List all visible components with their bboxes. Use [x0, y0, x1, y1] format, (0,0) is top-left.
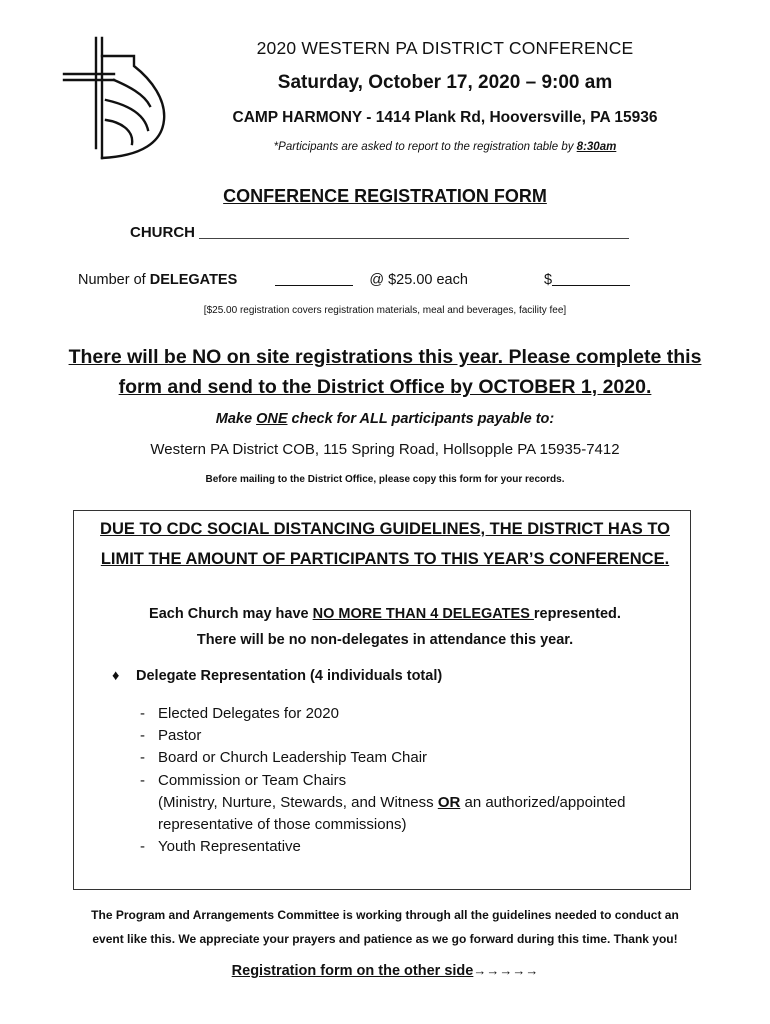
- check-suffix: check for ALL participants payable to:: [287, 411, 555, 427]
- registration-time: 8:30am: [576, 141, 617, 153]
- commission-detail-line-2: representative of those commissions): [158, 816, 407, 834]
- list-item-text: Elected Delegates for 2020: [158, 705, 339, 722]
- mailing-address: Western PA District COB, 115 Spring Road, Hollsopple PA 15935-7412: [150, 441, 620, 458]
- guidelines-heading-1: DUE TO CDC SOCIAL DISTANCING GUIDELINES, THE DISTRICT HAS TO: [100, 520, 670, 538]
- total-amount-field[interactable]: [552, 271, 630, 286]
- dash-bullet: -: [140, 749, 145, 767]
- registration-note: [130, 141, 760, 153]
- footer-line-2: event like this. We appreciate your prayers and patience as we go forward during this time. Thank you!: [92, 932, 678, 946]
- delegate-limit: [0, 606, 770, 622]
- commission-detail: [158, 792, 625, 814]
- list-item-text: Pastor: [158, 727, 202, 745]
- list-item: [140, 703, 625, 725]
- conference-date: Saturday, October 17, 2020 – 9:00 am: [277, 72, 613, 93]
- commission-detail-prefix: (Ministry, Nurture, Stewards, and Witness: [158, 793, 438, 811]
- list-item: [140, 747, 625, 769]
- list-item-text: Board or Church Leadership Team Chair: [158, 749, 428, 767]
- other-side-text: Registration form on the other side: [231, 963, 474, 979]
- guidelines-heading-2: LIMIT THE AMOUNT OF PARTICIPANTS TO THIS YEAR’S CONFERENCE.: [100, 550, 670, 568]
- list-item: [140, 770, 625, 837]
- church-field[interactable]: [199, 224, 629, 239]
- church-row: [130, 224, 629, 241]
- total-dollar-sign: $: [543, 272, 553, 288]
- no-nondelegates: There will be no non-delegates in attendance this year.: [196, 632, 574, 648]
- check-prefix: Make: [215, 411, 257, 427]
- list-item: [140, 836, 625, 858]
- dash-bullet: -: [140, 838, 145, 856]
- dash-bullet: -: [140, 705, 145, 722]
- commission-detail-or: OR: [437, 793, 461, 811]
- check-emph: ONE: [256, 411, 288, 427]
- registration-note-text: *Participants are asked to report to the registration table by: [273, 141, 577, 153]
- commission-detail-suffix: an authorized/appointed: [460, 793, 626, 811]
- list-item: [140, 725, 625, 747]
- conference-title: 2020 WESTERN PA DISTRICT CONFERENCE: [256, 38, 634, 58]
- list-item-text: Youth Representative: [158, 838, 301, 856]
- other-side-note: [0, 963, 770, 979]
- footer-line-1: The Program and Arrangements Committee is working through all the guidelines needed to conduct an: [91, 908, 679, 922]
- delegates-label-prefix: Number of: [78, 272, 150, 288]
- diamond-bullet-icon: ♦: [112, 668, 120, 684]
- delegate-limit-emph: NO MORE THAN 4 DELEGATES: [312, 606, 534, 622]
- delegates-label: [78, 272, 237, 288]
- conference-location: CAMP HARMONY - 1414 Plank Rd, Hooversville, PA 15936: [232, 109, 658, 126]
- fee-note: [$25.00 registration covers registration materials, meal and beverages, facility fee]: [203, 305, 567, 316]
- delegate-limit-suffix: represented.: [533, 606, 621, 622]
- representation-heading: [112, 668, 442, 684]
- price-each: @ $25.00 each: [369, 272, 468, 288]
- dash-bullet: -: [140, 727, 145, 745]
- representation-list: [140, 703, 625, 858]
- church-label: CHURCH: [130, 224, 195, 241]
- delegates-label-bold: DELEGATES: [149, 272, 238, 288]
- list-item-text: Commission or Team Chairs: [158, 771, 347, 789]
- delegates-count-field[interactable]: [275, 271, 353, 286]
- representation-heading-text: Delegate Representation (4 individuals total): [136, 668, 443, 684]
- notice-line-1: There will be NO on site registrations this year. Please complete this: [68, 346, 702, 368]
- delegates-row: [78, 271, 698, 288]
- check-instructions: [0, 411, 770, 427]
- arrow-right-icon: →→→→→: [473, 963, 539, 978]
- mail-note: Before mailing to the District Office, please copy this form for your records.: [205, 474, 565, 485]
- notice-line-2: form and send to the District Office by OCTOBER 1, 2020.: [118, 376, 652, 398]
- dash-bullet: -: [140, 771, 145, 789]
- form-title: CONFERENCE REGISTRATION FORM: [223, 186, 547, 206]
- delegate-limit-prefix: Each Church may have: [149, 606, 313, 622]
